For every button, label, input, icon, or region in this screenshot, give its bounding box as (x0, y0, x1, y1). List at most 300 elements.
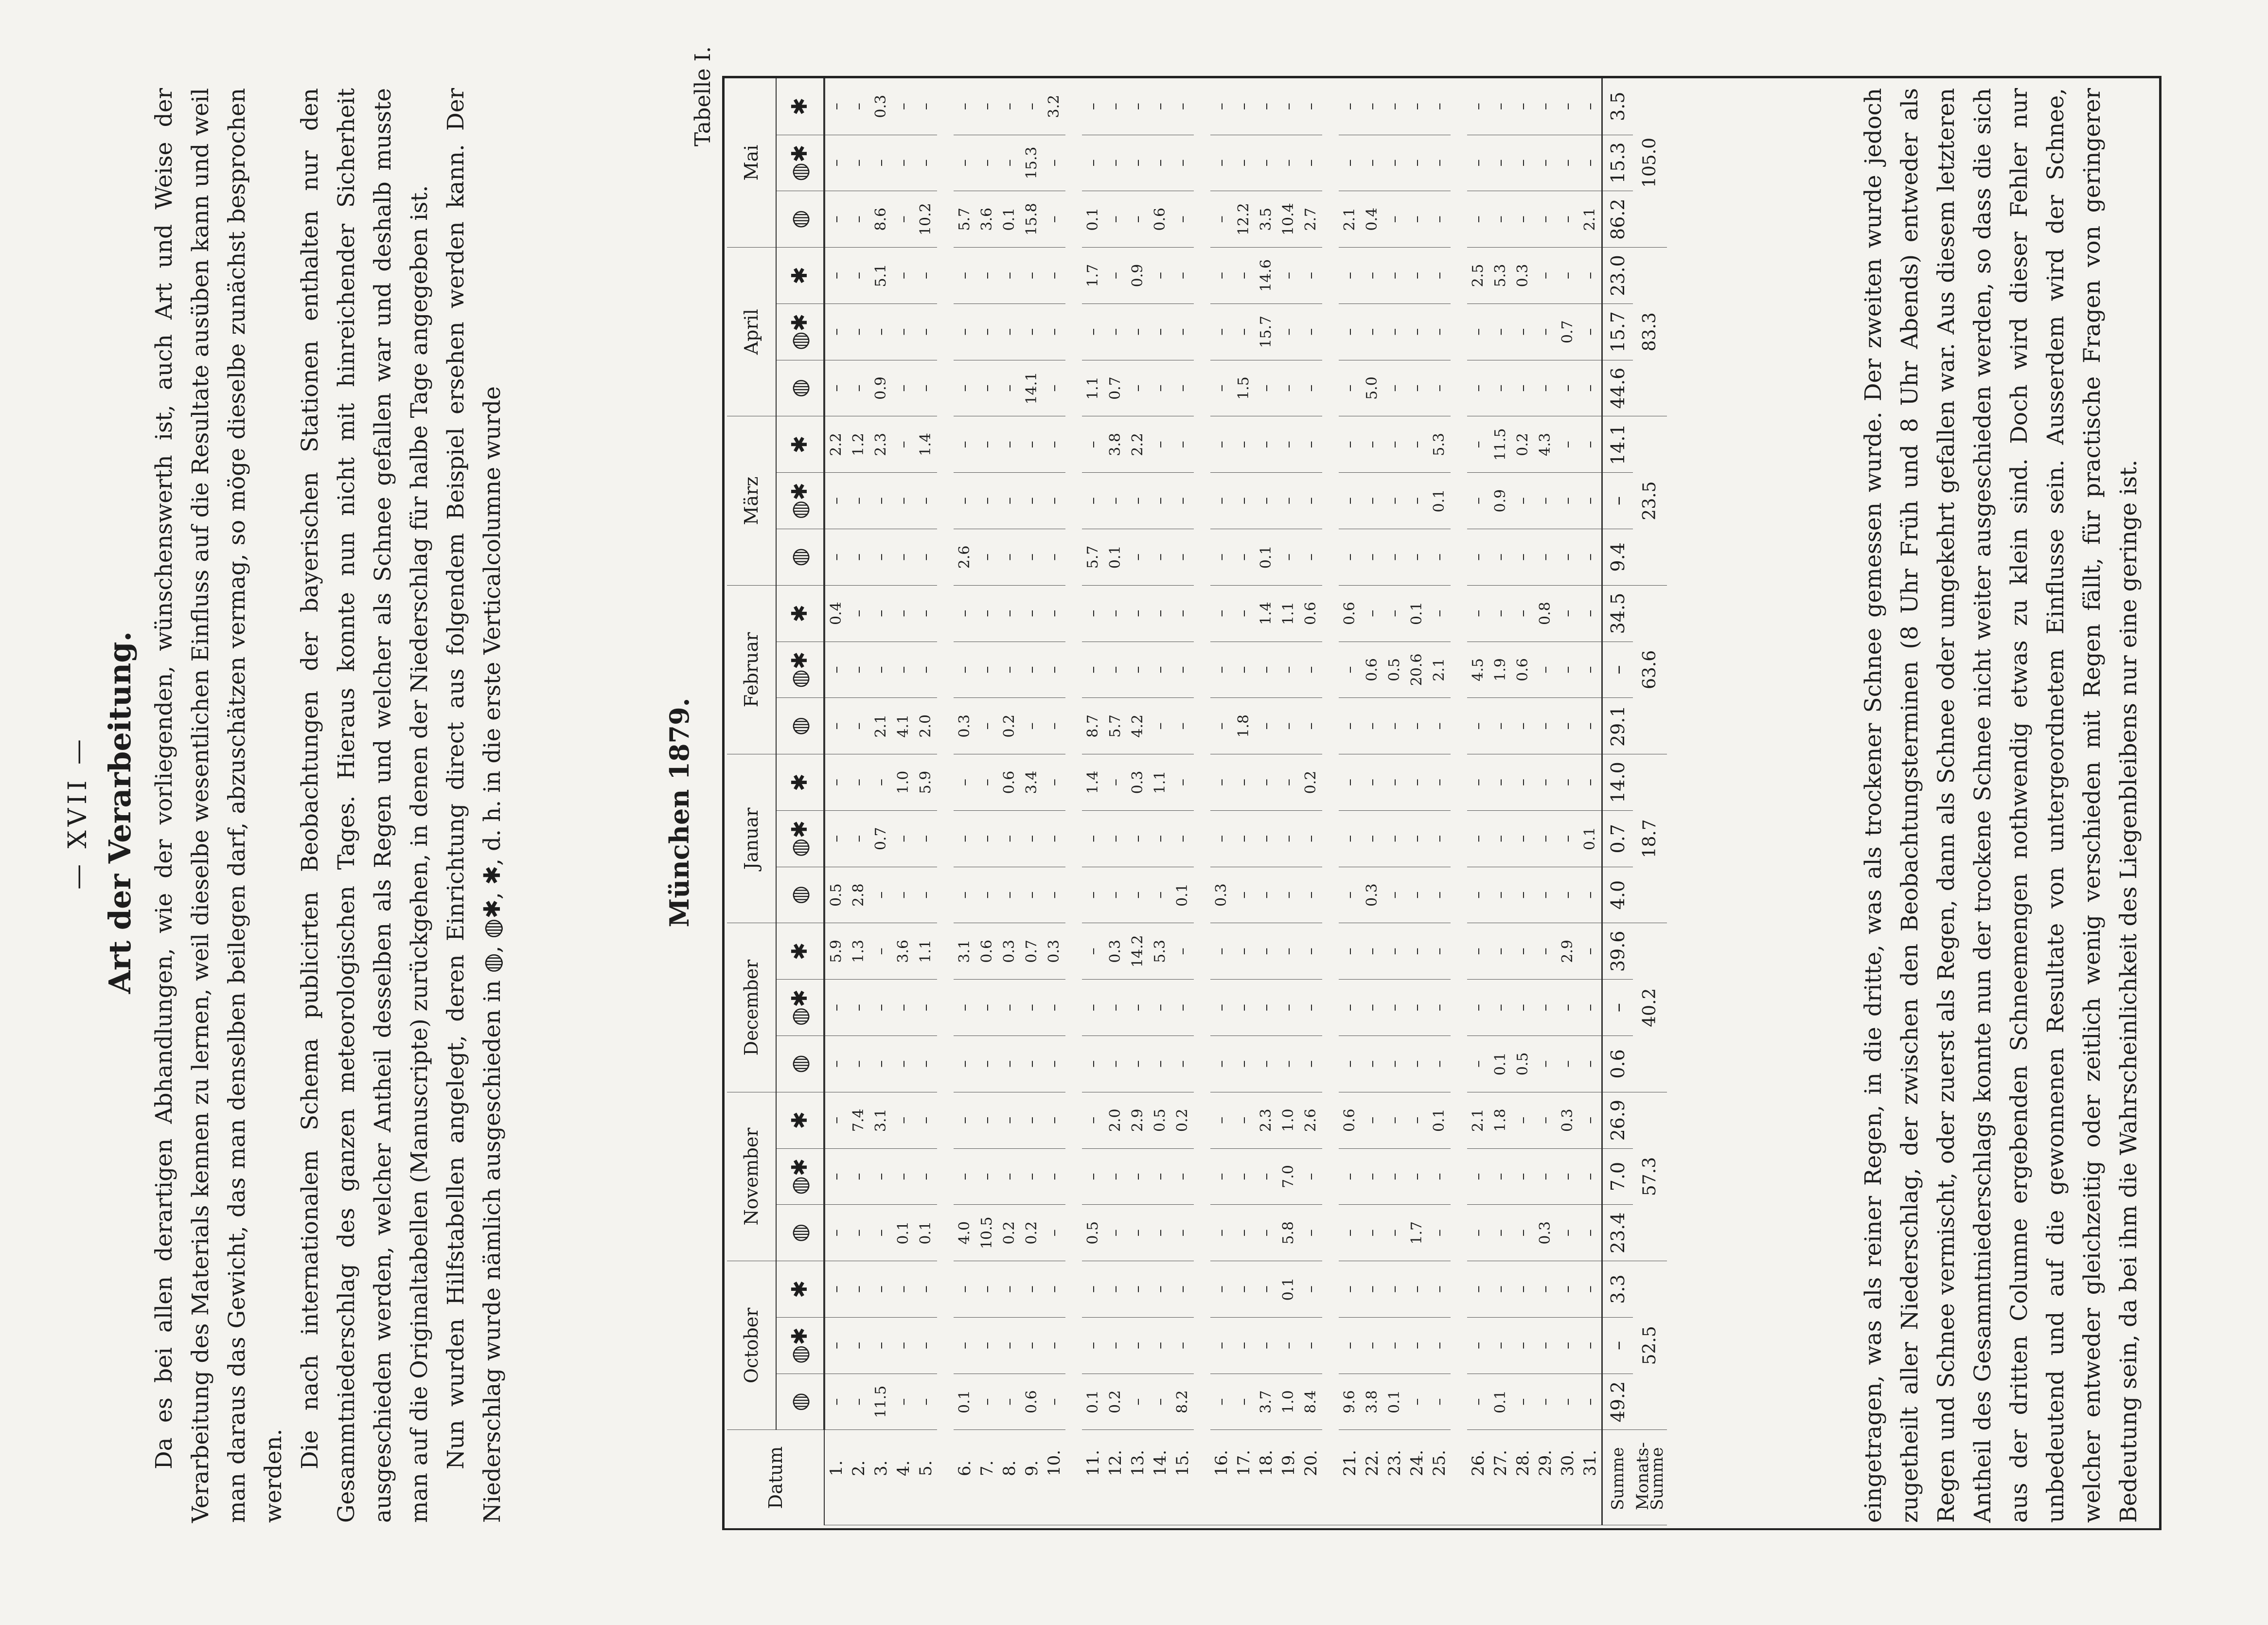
value-cell: – (1428, 1205, 1451, 1261)
value-cell: 1.4 (915, 416, 937, 473)
value-cell: – (1300, 416, 1322, 473)
value-cell: – (1210, 1317, 1233, 1374)
snow-symbol-icon: ✱ (776, 923, 824, 980)
value-cell: 0.1 (1579, 810, 1602, 867)
mixed-symbol-icon: ◍✱ (776, 1317, 824, 1374)
month-sum-cell: 18.7 (1633, 754, 1667, 923)
value-cell: 1.0 (1277, 1092, 1300, 1148)
value-cell: – (1339, 867, 1361, 923)
value-cell: 3.4 (1021, 754, 1043, 811)
table-row (1557, 78, 1579, 1525)
value-cell: – (892, 810, 915, 867)
value-cell: – (1171, 1036, 1194, 1092)
value-cell: – (1127, 1261, 1149, 1318)
value-cell: 0.1 (1171, 867, 1194, 923)
value-cell: – (1512, 1374, 1534, 1430)
value-cell: – (1383, 78, 1406, 135)
value-cell: – (1579, 529, 1602, 586)
sum-cell: 14.1 (1602, 416, 1633, 473)
value-cell: 0.3 (998, 923, 1021, 980)
value-cell: 3.1 (870, 1092, 892, 1148)
value-cell: – (915, 1317, 937, 1374)
value-cell: – (870, 585, 892, 642)
value-cell: – (1149, 529, 1171, 586)
value-cell: – (998, 1317, 1021, 1374)
value-cell: – (1043, 980, 1065, 1036)
value-cell: – (1127, 642, 1149, 698)
value-cell: – (1082, 1092, 1104, 1148)
value-cell: – (1021, 416, 1043, 473)
table-row (1127, 78, 1149, 1525)
value-cell: – (1149, 980, 1171, 1036)
value-cell: – (1467, 698, 1489, 754)
value-cell: – (1428, 1036, 1451, 1092)
table-row (1300, 78, 1322, 1525)
date-cell: 28. (1512, 1430, 1534, 1525)
value-cell: – (1406, 1092, 1428, 1148)
value-cell: – (1406, 923, 1428, 980)
value-cell: 14.6 (1255, 248, 1277, 304)
value-cell: – (1104, 473, 1127, 529)
value-cell: – (954, 78, 976, 135)
value-cell: – (1489, 1205, 1512, 1261)
value-cell: – (892, 360, 915, 416)
value-cell: – (1428, 360, 1451, 416)
value-cell: – (1127, 529, 1149, 586)
value-cell: – (1171, 529, 1194, 586)
spacer-cell (1322, 78, 1339, 1525)
value-cell: – (1512, 585, 1534, 642)
value-cell: – (1043, 1374, 1065, 1430)
value-cell: – (998, 810, 1021, 867)
value-cell: – (1149, 248, 1171, 304)
value-cell: – (1127, 304, 1149, 360)
date-cell: 2. (848, 1430, 870, 1525)
value-cell: – (1428, 1148, 1451, 1205)
value-cell: – (848, 191, 870, 248)
table-label: Tabelle I. (691, 46, 715, 146)
value-cell: – (1512, 304, 1534, 360)
sum-cell: 23.4 (1602, 1205, 1633, 1261)
value-cell: – (1579, 1205, 1602, 1261)
value-cell: – (1579, 135, 1602, 191)
value-cell: 8.6 (870, 191, 892, 248)
table-row (1171, 78, 1194, 1525)
value-cell: 0.5 (1383, 642, 1406, 698)
value-cell: 0.1 (1489, 1374, 1512, 1430)
value-cell: – (892, 78, 915, 135)
value-cell: – (870, 754, 892, 811)
value-cell: – (1082, 1317, 1104, 1374)
value-cell: – (1383, 1205, 1406, 1261)
mixed-symbol-icon: ◍✱ (776, 473, 824, 529)
date-cell: 12. (1104, 1430, 1127, 1525)
value-cell: – (1579, 1317, 1602, 1374)
sum-cell: – (1602, 980, 1633, 1036)
value-cell: – (1043, 135, 1065, 191)
value-cell: – (1534, 360, 1557, 416)
value-cell: – (976, 1261, 998, 1318)
value-cell: – (892, 1092, 915, 1148)
value-cell: – (1512, 698, 1534, 754)
value-cell: – (1361, 529, 1383, 586)
value-cell: – (1428, 698, 1451, 754)
value-cell: – (1406, 416, 1428, 473)
value-cell: 1.1 (1082, 360, 1104, 416)
value-cell: – (1489, 980, 1512, 1036)
value-cell: – (1300, 867, 1322, 923)
spacer-cell (1065, 78, 1082, 1525)
value-cell: – (1255, 698, 1277, 754)
value-cell: – (1467, 754, 1489, 811)
value-cell: – (1233, 810, 1255, 867)
table-row (1277, 78, 1300, 1525)
value-cell: – (976, 1374, 998, 1430)
value-cell: – (1579, 78, 1602, 135)
value-cell: 2.8 (848, 867, 870, 923)
value-cell: – (1383, 304, 1406, 360)
value-cell: – (1383, 529, 1406, 586)
value-cell: – (1149, 473, 1171, 529)
value-cell: – (1277, 1036, 1300, 1092)
mixed-symbol-icon: ◍✱ (776, 304, 824, 360)
value-cell: – (1557, 754, 1579, 811)
value-cell: 1.4 (1255, 585, 1277, 642)
sum-cell: 9.4 (1602, 529, 1633, 586)
value-cell: – (1104, 1205, 1127, 1261)
value-cell: – (1428, 304, 1451, 360)
value-cell: – (1300, 923, 1322, 980)
symbol-header-row (776, 78, 824, 1525)
value-cell: 1.4 (1082, 754, 1104, 811)
date-cell: 19. (1277, 1430, 1300, 1525)
value-cell: – (1579, 1261, 1602, 1318)
value-cell: – (870, 473, 892, 529)
value-cell: – (1467, 1374, 1489, 1430)
value-cell: – (976, 1092, 998, 1148)
date-cell: 20. (1300, 1430, 1322, 1525)
value-cell: – (1233, 980, 1255, 1036)
value-cell: – (1277, 980, 1300, 1036)
value-cell: – (1534, 473, 1557, 529)
rain-symbol-icon: ◍ (776, 360, 824, 416)
value-cell: – (1127, 1205, 1149, 1261)
value-cell: – (1406, 754, 1428, 811)
value-cell: 2.7 (1300, 191, 1322, 248)
date-cell: 23. (1383, 1430, 1406, 1525)
value-cell: – (848, 529, 870, 586)
value-cell: – (1210, 1205, 1233, 1261)
sum-cell: 23.0 (1602, 248, 1633, 304)
month-header-1: November (727, 1092, 776, 1261)
value-cell: – (998, 585, 1021, 642)
value-cell: – (1021, 810, 1043, 867)
value-cell: – (1233, 304, 1255, 360)
value-cell: – (1579, 248, 1602, 304)
month-header-6: April (727, 248, 776, 416)
value-cell: – (824, 1148, 848, 1205)
value-cell: – (1277, 1317, 1300, 1374)
date-cell: 24. (1406, 1430, 1428, 1525)
value-cell: – (1339, 923, 1361, 980)
value-cell: 8.2 (1171, 1374, 1194, 1430)
value-cell: – (1557, 810, 1579, 867)
value-cell: 5.3 (1489, 248, 1512, 304)
value-cell: – (1277, 304, 1300, 360)
value-cell: 1.0 (1277, 1374, 1300, 1430)
value-cell: – (1406, 698, 1428, 754)
value-cell: – (892, 1374, 915, 1430)
value-cell: 0.3 (954, 698, 976, 754)
value-cell: – (1300, 135, 1322, 191)
value-cell: 15.3 (1021, 135, 1043, 191)
date-cell: 1. (824, 1430, 848, 1525)
value-cell: 0.2 (1104, 1374, 1127, 1430)
value-cell: – (954, 360, 976, 416)
paragraph-4: eingetragen, was als reiner Regen, in die dritte, was als trockener Schnee gemessen wurde. Der zweiten wurde jedoch zugetheilt aller Niederschlag, der zwischen den Beobachtungsterminen (8 Uhr Früh und 8 Uhr Abends) entweder als Regen und Schnee vermischt, oder zuerst als Regen, dann als Schnee oder umgekehrt gefallen war. Aus diesem letzteren Antheil des Gesammtniederschlags konnte nun der trockene Schnee nicht weiter ausgeschieden werden, so dass die sich aus der dritten Columne ergebenden Schneemengen nothwendig etwas zu klein sind. Doch wird dieser Fehler nur unbedeutend und auf die gewonnenen Resultate von untergeordnetem Einflusse sein. Ausserdem wird der Schnee, welcher entweder gleichzeitig oder zeitlich wenig verschieden mit Regen fällt, für practische Fragen von geringerer Bedeutung sein, da bei ihm die Wahrscheinlichkeit des Liegenbleibens nur eine geringe ist. (1860, 88, 2142, 1523)
value-cell: – (1557, 980, 1579, 1036)
date-cell: 27. (1489, 1430, 1512, 1525)
value-cell: – (954, 810, 976, 867)
value-cell: – (1406, 78, 1428, 135)
value-cell: – (1149, 642, 1171, 698)
table-row (1383, 78, 1406, 1525)
value-cell: – (1579, 304, 1602, 360)
value-cell: – (1579, 1036, 1602, 1092)
value-cell: – (1149, 304, 1171, 360)
value-cell: 3.1 (954, 923, 976, 980)
value-cell: – (1557, 1317, 1579, 1374)
value-cell: – (1171, 980, 1194, 1036)
month-header-row (727, 78, 776, 1525)
city-heading: München 1879. (664, 697, 695, 928)
value-cell: 0.1 (1082, 191, 1104, 248)
value-cell: – (954, 135, 976, 191)
rain-symbol-icon: ◍ (776, 867, 824, 923)
value-cell: – (892, 248, 915, 304)
value-cell: – (1277, 473, 1300, 529)
value-cell: – (1021, 642, 1043, 698)
value-cell: – (1406, 810, 1428, 867)
value-cell: – (1428, 1317, 1451, 1374)
rain-symbol-icon: ◍ (776, 1205, 824, 1261)
value-cell: 20.6 (1406, 642, 1428, 698)
value-cell: – (1579, 585, 1602, 642)
value-cell: – (1300, 642, 1322, 698)
value-cell: – (976, 1036, 998, 1092)
snow-symbol-icon: ✱ (776, 1092, 824, 1148)
value-cell: – (915, 1374, 937, 1430)
value-cell: – (1579, 980, 1602, 1036)
value-cell: – (1534, 1092, 1557, 1148)
value-cell: – (1467, 1317, 1489, 1374)
value-cell: – (1383, 191, 1406, 248)
value-cell: – (998, 1261, 1021, 1318)
value-cell: – (998, 135, 1021, 191)
spacer-row (1194, 78, 1210, 1525)
value-cell: – (976, 642, 998, 698)
value-cell: 1.2 (848, 416, 870, 473)
value-cell: 3.8 (1104, 416, 1127, 473)
value-cell: – (1512, 1317, 1534, 1374)
value-cell: – (1383, 1261, 1406, 1318)
value-cell: – (1210, 980, 1233, 1036)
value-cell: – (998, 304, 1021, 360)
value-cell: – (1579, 1092, 1602, 1148)
value-cell: – (1082, 585, 1104, 642)
value-cell: – (1406, 1374, 1428, 1430)
value-cell: 0.9 (1489, 473, 1512, 529)
value-cell: 11.5 (1489, 416, 1512, 473)
value-cell: – (1210, 810, 1233, 867)
value-cell: – (1043, 473, 1065, 529)
value-cell: – (848, 810, 870, 867)
value-cell: 5.3 (1149, 923, 1171, 980)
date-cell: 25. (1428, 1430, 1451, 1525)
value-cell: – (848, 754, 870, 811)
value-cell: – (1557, 135, 1579, 191)
value-cell: – (1233, 1317, 1255, 1374)
value-cell: 1.1 (1277, 585, 1300, 642)
value-cell: – (848, 698, 870, 754)
value-cell: 0.1 (1082, 1374, 1104, 1430)
value-cell: 3.8 (1361, 1374, 1383, 1430)
value-cell: – (1467, 191, 1489, 248)
value-cell: – (824, 191, 848, 248)
value-cell: – (1534, 78, 1557, 135)
value-cell: 0.1 (1383, 1374, 1406, 1430)
value-cell: – (848, 248, 870, 304)
value-cell: – (915, 1261, 937, 1318)
value-cell: – (954, 980, 976, 1036)
value-cell: – (1021, 1261, 1043, 1318)
value-cell: 2.1 (1467, 1092, 1489, 1148)
month-sum-cell: 52.5 (1633, 1261, 1667, 1430)
mixed-symbol-icon: ◍✱ (776, 810, 824, 867)
value-cell: – (1210, 1374, 1233, 1430)
value-cell: – (1428, 78, 1451, 135)
value-cell: – (915, 78, 937, 135)
date-cell: 31. (1579, 1430, 1602, 1525)
value-cell: – (824, 304, 848, 360)
value-cell: – (1300, 1317, 1322, 1374)
value-cell: – (954, 248, 976, 304)
value-cell: – (1428, 191, 1451, 248)
value-cell: 2.6 (1300, 1092, 1322, 1148)
value-cell: – (1021, 980, 1043, 1036)
table-row (1149, 78, 1171, 1525)
date-cell: 16. (1210, 1430, 1233, 1525)
value-cell: 9.6 (1339, 1374, 1361, 1430)
value-cell: – (1277, 698, 1300, 754)
value-cell: – (1255, 923, 1277, 980)
value-cell: 0.6 (998, 754, 1021, 811)
value-cell: – (1233, 585, 1255, 642)
value-cell: – (1383, 1317, 1406, 1374)
rain-symbol-icon: ◍ (776, 1374, 824, 1430)
value-cell: – (1210, 585, 1233, 642)
value-cell: – (1104, 810, 1127, 867)
value-cell: – (1467, 473, 1489, 529)
value-cell: – (1300, 810, 1322, 867)
value-cell: – (1277, 135, 1300, 191)
value-cell: 0.6 (976, 923, 998, 980)
value-cell: – (1339, 1205, 1361, 1261)
value-cell: – (848, 135, 870, 191)
sum-cell: 86.2 (1602, 191, 1633, 248)
value-cell: 2.1 (870, 698, 892, 754)
value-cell: – (1339, 248, 1361, 304)
value-cell: – (1043, 304, 1065, 360)
value-cell: – (1300, 1261, 1322, 1318)
value-cell: – (1210, 1092, 1233, 1148)
value-cell: – (892, 1148, 915, 1205)
value-cell: – (1127, 980, 1149, 1036)
value-cell: – (870, 304, 892, 360)
value-cell: – (1021, 867, 1043, 923)
sum-cell: 15.7 (1602, 304, 1633, 360)
value-cell: – (1467, 529, 1489, 586)
value-cell: – (1171, 360, 1194, 416)
date-cell: 18. (1255, 1430, 1277, 1525)
value-cell: – (1489, 304, 1512, 360)
value-cell: – (1104, 248, 1127, 304)
value-cell: – (1210, 529, 1233, 586)
value-cell: 0.4 (1361, 191, 1383, 248)
value-cell: – (1233, 529, 1255, 586)
value-cell: 12.2 (1233, 191, 1255, 248)
value-cell: – (1255, 810, 1277, 867)
sum-cell: 4.0 (1602, 867, 1633, 923)
value-cell: – (1277, 360, 1300, 416)
value-cell: – (1361, 78, 1383, 135)
value-cell: – (954, 585, 976, 642)
section-title: Art der Verarbeitung. (102, 631, 138, 994)
value-cell: 0.3 (870, 78, 892, 135)
value-cell: – (1489, 1148, 1512, 1205)
value-cell: – (1021, 585, 1043, 642)
date-cell: 9. (1021, 1430, 1043, 1525)
value-cell: – (892, 585, 915, 642)
value-cell: – (1383, 1092, 1406, 1148)
value-cell: 2.1 (1428, 642, 1451, 698)
value-cell: 4.3 (1534, 416, 1557, 473)
value-cell: – (1149, 78, 1171, 135)
value-cell: – (1557, 585, 1579, 642)
value-cell: – (1104, 1148, 1127, 1205)
value-cell: – (824, 1036, 848, 1092)
value-cell: – (1082, 416, 1104, 473)
value-cell: – (976, 473, 998, 529)
value-cell: – (824, 1092, 848, 1148)
value-cell: – (1557, 642, 1579, 698)
value-cell: – (998, 1374, 1021, 1430)
value-cell: – (1021, 473, 1043, 529)
value-cell: – (1579, 473, 1602, 529)
spacer-row (1322, 78, 1339, 1525)
value-cell: 2.2 (824, 416, 848, 473)
value-cell: – (1512, 1205, 1534, 1261)
value-cell: – (998, 1036, 1021, 1092)
value-cell: 0.1 (1428, 473, 1451, 529)
value-cell: – (1021, 1317, 1043, 1374)
value-cell: – (1043, 416, 1065, 473)
value-cell: – (1361, 304, 1383, 360)
value-cell: 1.7 (1082, 248, 1104, 304)
value-cell: – (1489, 78, 1512, 135)
value-cell: – (998, 248, 1021, 304)
value-cell: – (1171, 191, 1194, 248)
